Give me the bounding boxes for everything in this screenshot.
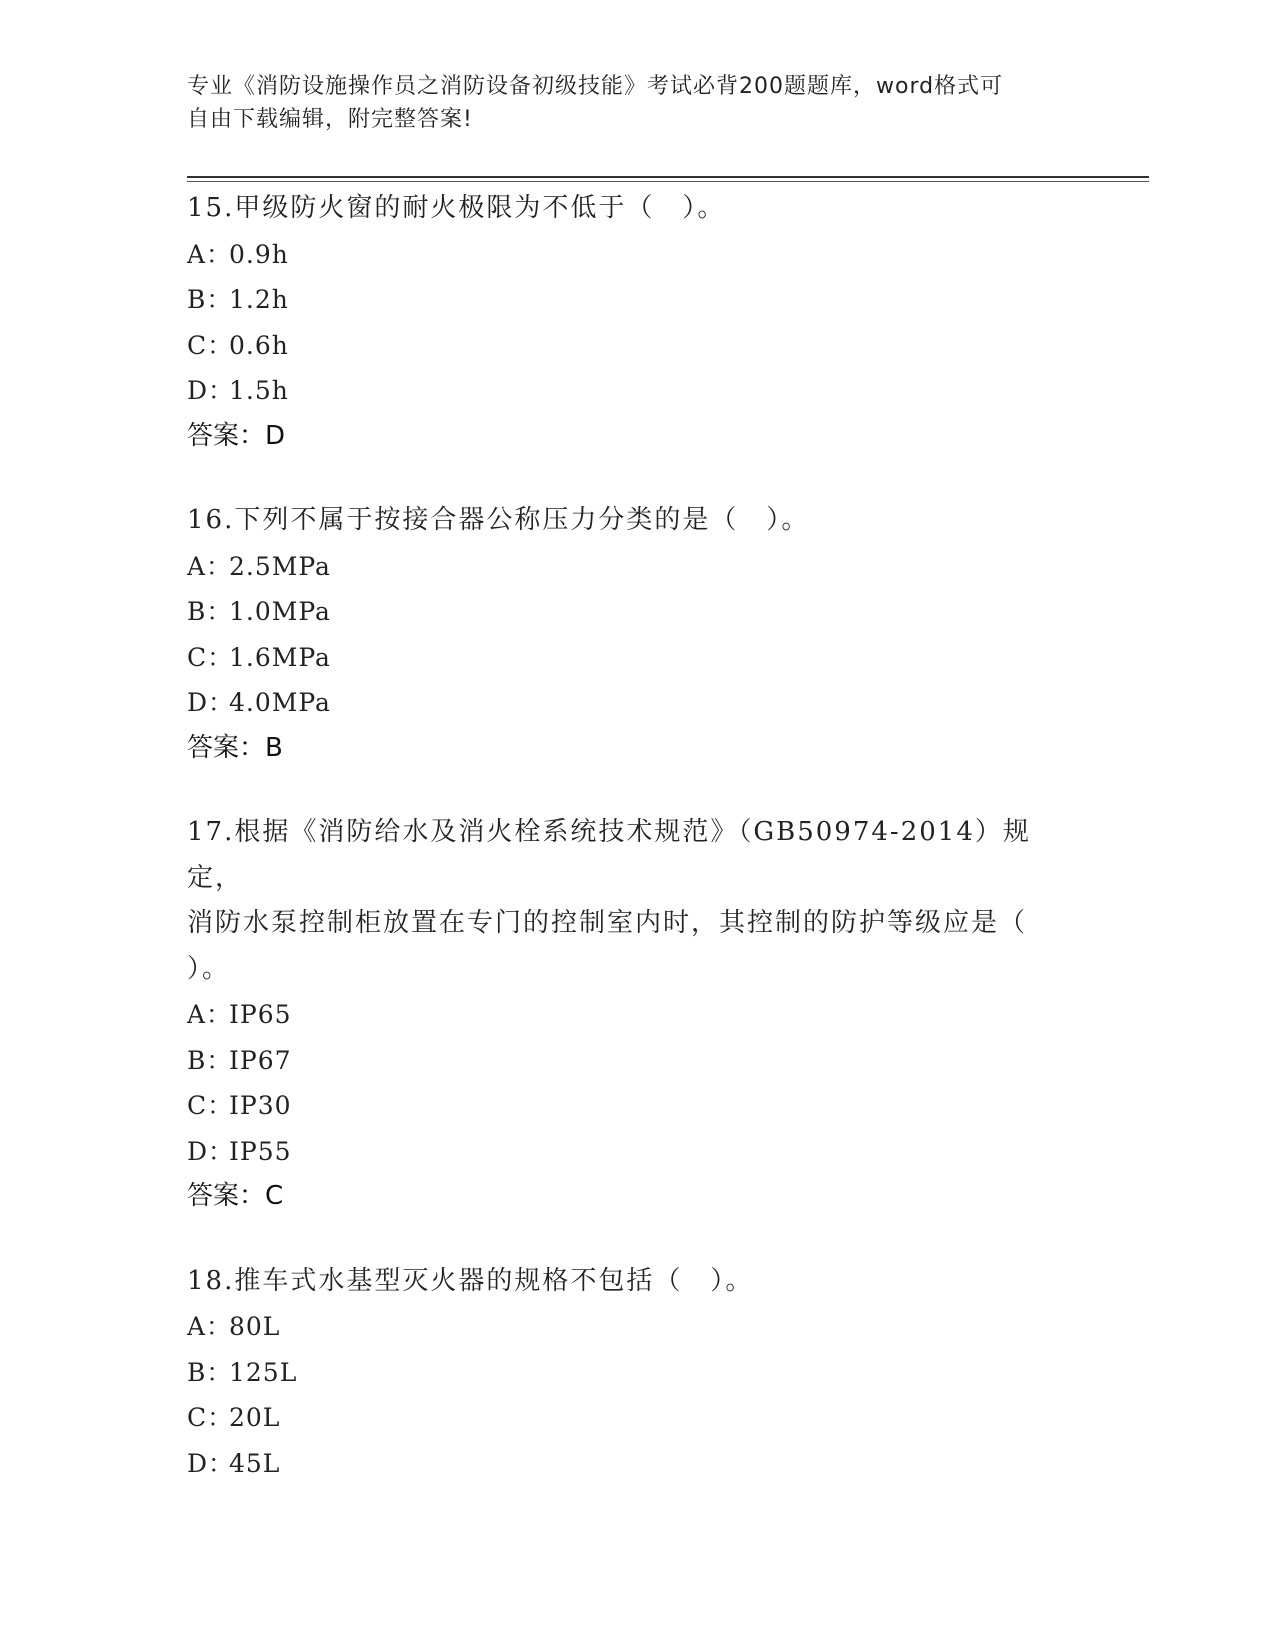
option-b: [187, 277, 1067, 323]
option-text: 1.6MPa: [229, 642, 331, 672]
option-c: [187, 1083, 1067, 1129]
header-divider-thin: [187, 181, 1149, 182]
option-b: [187, 589, 1067, 635]
option-text: 2.5MPa: [229, 551, 331, 581]
question-stem-line: 17.根据《消防给水及消火栓系统技术规范》（GB50974-2014）规定，: [187, 817, 1031, 893]
answer-label: 答案：C: [187, 1181, 284, 1211]
option-key: A：: [187, 1312, 233, 1341]
option-d: [187, 680, 1067, 726]
option-text: 0.6h: [229, 330, 289, 360]
question-stem: 15.甲级防火窗的耐火极限为不低于（ ）。: [187, 193, 726, 223]
option-text: 4.0MPa: [229, 688, 331, 717]
option-key: A：: [187, 1000, 233, 1029]
option-key: C：: [187, 330, 234, 360]
option-key: B：: [187, 285, 233, 314]
option-d: [187, 1441, 1067, 1487]
option-text: 1.2h: [229, 285, 289, 314]
option-key: D：: [187, 1136, 235, 1166]
answer-label: 答案：B: [187, 732, 283, 763]
header-line-2: 自由下载编辑，附完整答案!: [187, 107, 473, 132]
option-text: 20L: [229, 1403, 281, 1432]
option-a: [187, 232, 1067, 278]
question-15: [187, 186, 1067, 459]
option-b: [187, 1350, 1067, 1396]
option-key: B：: [187, 1045, 233, 1075]
question-16: [187, 498, 1067, 771]
option-key: A：: [187, 239, 233, 269]
option-text: IP30: [229, 1091, 292, 1120]
option-text: 0.9h: [229, 239, 289, 269]
option-key: B：: [187, 597, 233, 626]
option-key: D：: [187, 1448, 235, 1478]
option-key: C：: [187, 1403, 234, 1432]
option-c: [187, 1395, 1067, 1441]
option-text: IP55: [229, 1136, 292, 1166]
option-text: IP65: [229, 1000, 292, 1029]
option-a: [187, 1304, 1067, 1350]
question-stem: [187, 810, 1067, 992]
option-text: 45L: [229, 1448, 281, 1478]
header-divider-thick: [187, 176, 1149, 178]
option-key: B：: [187, 1357, 233, 1387]
option-key: C：: [187, 1091, 234, 1120]
option-key: D：: [187, 376, 235, 405]
option-key: A：: [187, 551, 233, 581]
question-17: [187, 810, 1067, 1220]
option-key: D：: [187, 688, 235, 717]
question-18: [187, 1259, 1067, 1487]
question-stem-line: 消防水泵控制柜放置在专门的控制室内时，其控制的防护等级应是（: [187, 908, 1028, 938]
answer-label: 答案：D: [187, 420, 286, 451]
option-key: C：: [187, 642, 234, 672]
option-text: 1.5h: [229, 376, 289, 405]
question-stem-line: ）。: [187, 953, 231, 984]
option-c: [187, 323, 1067, 369]
option-d: [187, 1129, 1067, 1175]
option-c: [187, 635, 1067, 681]
question-stem: 18.推车式水基型灭火器的规格不包括（ ）。: [187, 1265, 754, 1296]
document-header: [187, 70, 1067, 136]
option-text: 80L: [229, 1312, 281, 1341]
question-list: [187, 186, 1067, 1525]
option-a: [187, 992, 1067, 1038]
option-text: IP67: [229, 1045, 292, 1075]
header-line-1: 专业《消防设施操作员之消防设备初级技能》考试必背200题题库，word格式可: [187, 74, 1004, 99]
option-d: [187, 368, 1067, 414]
option-a: [187, 544, 1067, 590]
option-text: 125L: [229, 1357, 298, 1387]
option-b: [187, 1038, 1067, 1084]
option-text: 1.0MPa: [229, 597, 331, 626]
question-stem: 16.下列不属于按接合器公称压力分类的是（ ）。: [187, 505, 810, 535]
